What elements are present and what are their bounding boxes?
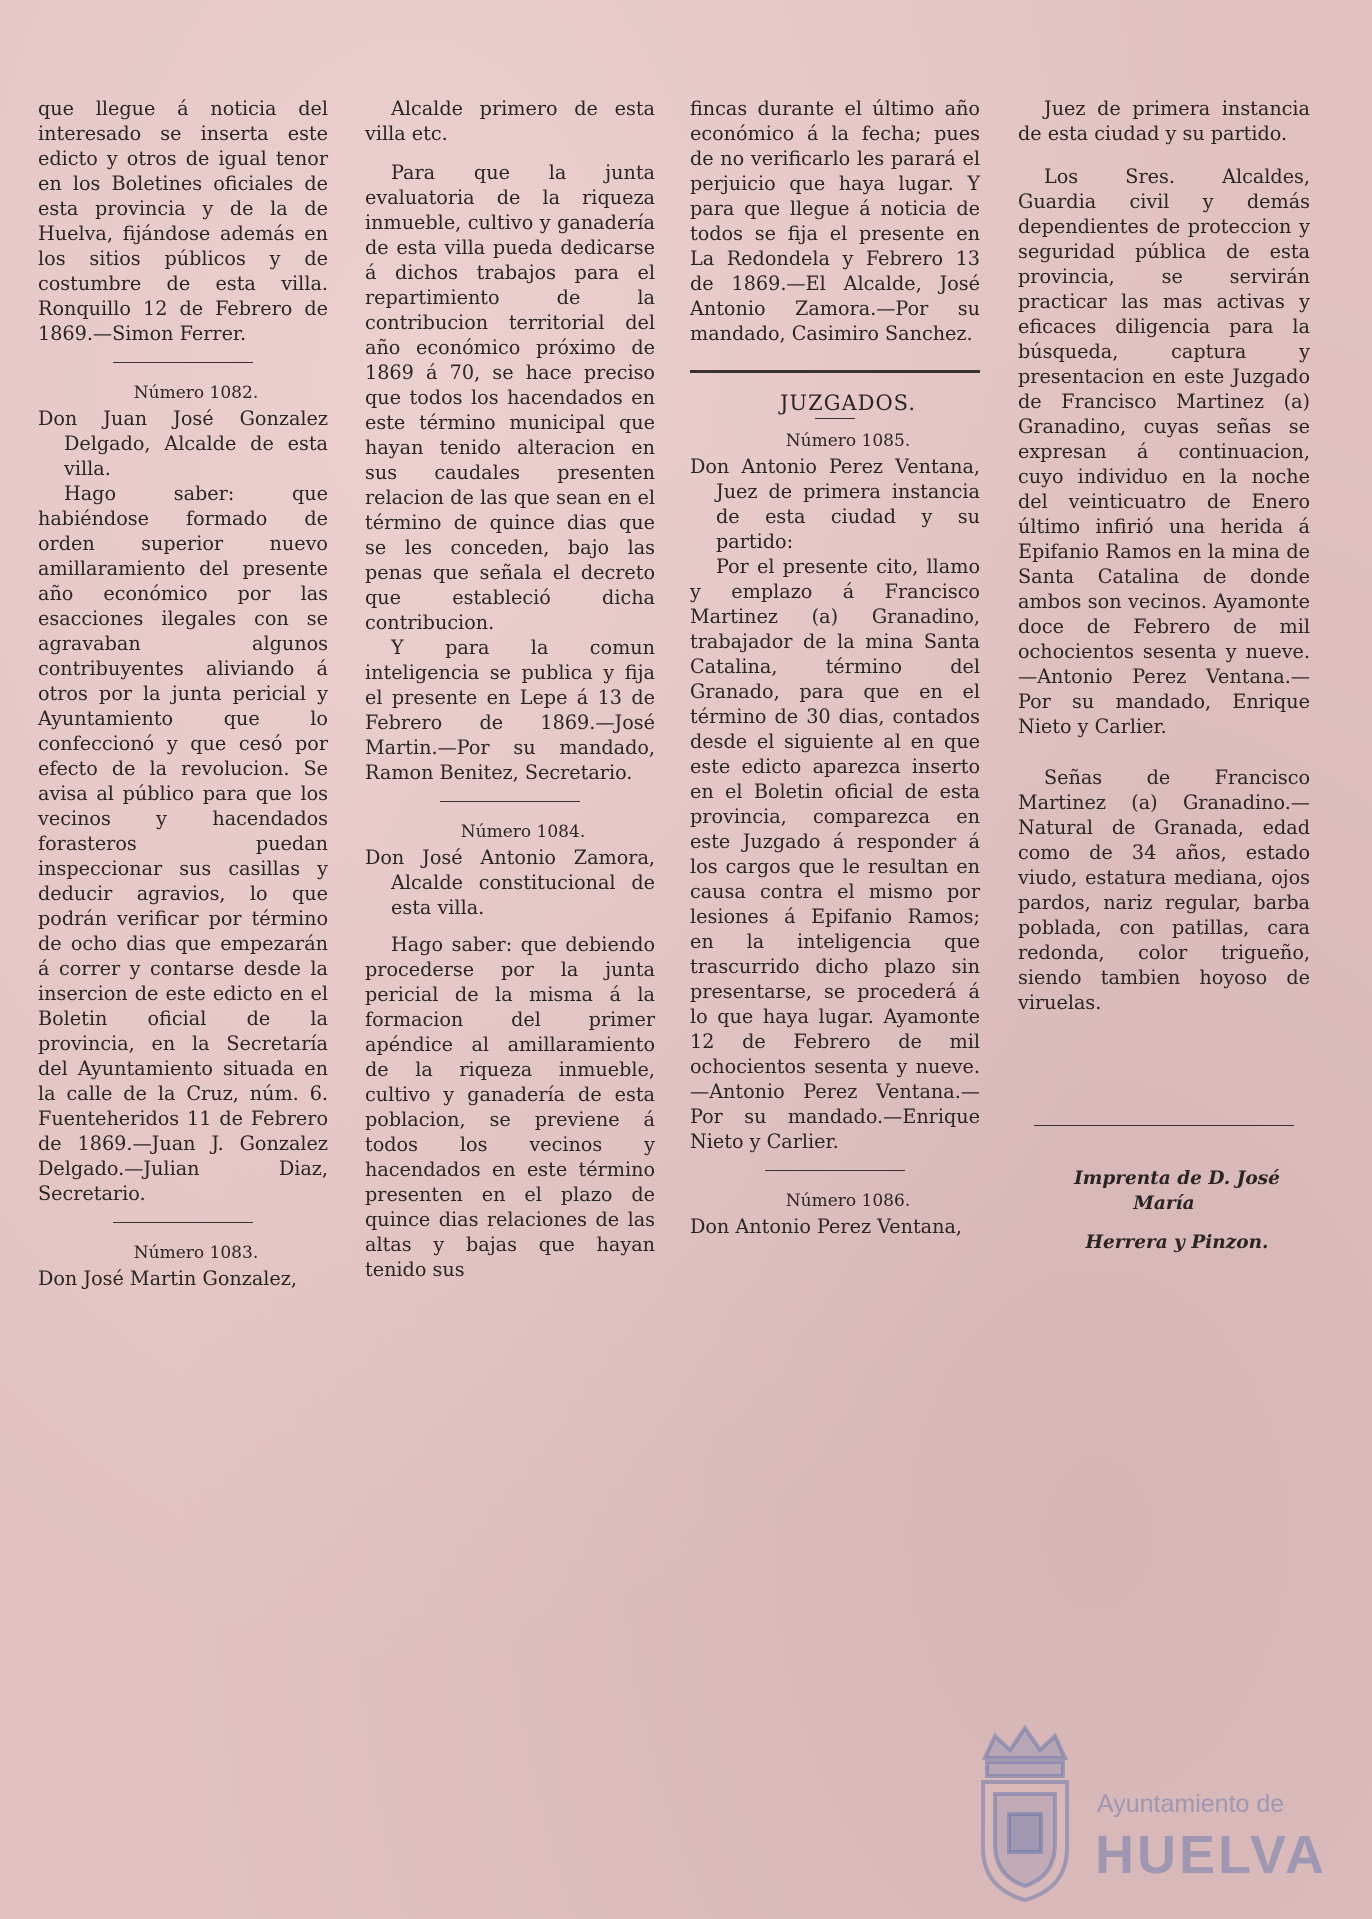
notice-number-1085: Número 1085.	[785, 431, 911, 451]
divider	[1034, 1125, 1294, 1126]
title-underline	[815, 418, 855, 419]
column-3	[690, 96, 980, 1239]
divider	[440, 801, 580, 802]
notice-heading-1083: Don José Martin Gonzalez,	[38, 1267, 297, 1290]
column-2	[365, 96, 655, 1282]
col2-paragraph-1: Alcalde primero de esta villa etc.	[365, 97, 655, 145]
notice-number-1086: Número 1086.	[785, 1191, 911, 1211]
notice-heading-1084: Don José Antonio Zamora, Alcalde constitucional de esta villa.	[365, 846, 655, 919]
notice-number-1083: Número 1083.	[133, 1243, 259, 1263]
notice-heading-1082: Don Juan José Gonzalez Delgado, Alcalde de esta villa.	[38, 407, 328, 480]
col3-paragraph-2: Por el presente cito, llamo y emplazo á Francisco Martinez (a) Granadino, trabajador de la mina Santa Catalina, término del Granado, para que en el término de 30 dias, contados desde el siguiente al en que este edicto aparezca inserto en el Boletin oficial de esta provincia, comparezca en este Juzgado á responder á los cargos que le resultan en causa contra el mismo por lesiones á Epifanio Ramos; en la inteligencia que trascurrido dicho plazo sin presentarse, se procederá á lo que haya lugar. Ayamonte 12 de Febrero de mil ochocientos sesenta y nueve.—Antonio Perez Ventana.—Por su mandado.—Enrique Nieto y Carlier.	[690, 555, 980, 1153]
column-4	[1018, 96, 1310, 1255]
notice-number-1084: Número 1084.	[460, 822, 586, 842]
notice-number-1082: Número 1082.	[133, 383, 259, 403]
col2-paragraph-3: Y para la comun inteligencia se publica y fija el presente en Lepe á 13 de Febrero de 1869.—José Martin.—Por su mandado, Ramon Benitez, Secretario.	[365, 636, 655, 784]
imprint-line-1: Imprenta de D. José María	[1074, 1168, 1280, 1214]
col1-paragraph-2: Hago saber: que habiéndose formado de orden superior nuevo amillaramiento del presente año económico por las esacciones ilegales con se agravaban algunos contribuyentes aliviando á otros por la junta pericial y Ayuntamiento que lo confeccionó y que cesó por efecto de la revolucion. Se avisa al público para que los vecinos y hacendados forasteros puedan inspeccionar sus casillas y deducir agravios, lo que podrán verificar por término de ocho dias que empezarán á correr y contarse desde la insercion de este edicto en el Boletin oficial de la provincia, en la Secretaría del Ayuntamiento situada en la calle de la Cruz, núm. 6. Fuenteheridos 11 de Febrero de 1869.—Juan J. Gonzalez Delgado.—Julian Diaz, Secretario.	[38, 482, 328, 1205]
col2-paragraph-4: Hago saber: que debiendo procederse por la junta pericial de la misma á la formacion del primer apéndice al amillaramiento de la riqueza inmueble, cultivo y ganadería de esta poblacion, se previene á todos los vecinos y hacendados en este término presenten en el plazo de quince dias relaciones de las altas y bajas que hayan tenido sus	[365, 933, 655, 1281]
section-divider	[690, 370, 980, 373]
watermark-line-1: Ayuntamiento de	[1097, 1790, 1285, 1818]
col4-paragraph-1: Juez de primera instancia de esta ciudad y su partido.	[1018, 97, 1310, 145]
divider	[113, 362, 253, 363]
section-title-juzgados: JUZGADOS.	[779, 391, 916, 415]
watermark-line-2: HUELVA	[1095, 1825, 1327, 1885]
imprint-line-2: Herrera y Pinzon.	[1085, 1232, 1269, 1253]
divider	[113, 1222, 253, 1223]
col2-paragraph-2: Para que la junta evaluatoria de la riqueza inmueble, cultivo y ganadería de esta villa pueda dedicarse á dichos trabajos para el repartimiento de la contribucion territorial del año económico próximo de 1869 á 70, se hace preciso que todos los hacendados en este término municipal que hayan tenido alteracion en sus caudales presenten relacion de las que sean en el término de quince dias que se les conceden, bajo las penas que señala el decreto que estableció dicha contribucion.	[365, 161, 655, 634]
col3-paragraph-1: fincas durante el último año económico á la fecha; pues de no verificarlo les parará el perjuicio que haya lugar. Y para que llegue á noticia de todos se fija el presente en La Redondela y Febrero 13 de 1869.—El Alcalde, José Antonio Zamora.—Por su mandado, Casimiro Sanchez.	[690, 97, 980, 345]
coat-of-arms-icon	[965, 1718, 1085, 1908]
column-1	[38, 96, 328, 1291]
notice-heading-1086: Don Antonio Perez Ventana,	[690, 1215, 963, 1238]
notice-heading-1085: Don Antonio Perez Ventana, Juez de primera instancia de esta ciudad y su partido:	[690, 455, 980, 553]
col1-paragraph-1: que llegue á noticia del interesado se inserta este edicto y otros de igual tenor en los Boletines oficiales de esta provincia y de la de Huelva, fijándose además en los sitios públicos y de costumbre de esta villa. Ronquillo 12 de Febrero de 1869.—Simon Ferrer.	[38, 97, 328, 345]
divider	[765, 1170, 905, 1171]
ayuntamiento-huelva-watermark	[965, 1718, 1327, 1908]
col4-paragraph-2: Los Sres. Alcaldes, Guardia civil y demás dependientes de proteccion y seguridad pública de esta provincia, se servirán practicar las mas activas y eficaces diligencia para la búsqueda, captura y presentacion en este Juzgado de Francisco Martinez (a) Granadino, cuyas señas se expresan á continuacion, cuyo individuo en la noche del veinticuatro de Enero último infirió una herida á Epifanio Ramos en la mina de Santa Catalina de donde ambos son vecinos. Ayamonte doce de Febrero de mil ochocientos sesenta y nueve.—Antonio Perez Ventana.—Por su mandado, Enrique Nieto y Carlier.	[1018, 165, 1310, 738]
col4-paragraph-3: Señas de Francisco Martinez (a) Granadino.—Natural de Granada, edad como de 34 años, estado viudo, estatura mediana, ojos pardos, nariz regular, barba poblada, con patillas, cara redonda, color trigueño, siendo tambien hoyoso de viruelas.	[1018, 766, 1310, 1014]
